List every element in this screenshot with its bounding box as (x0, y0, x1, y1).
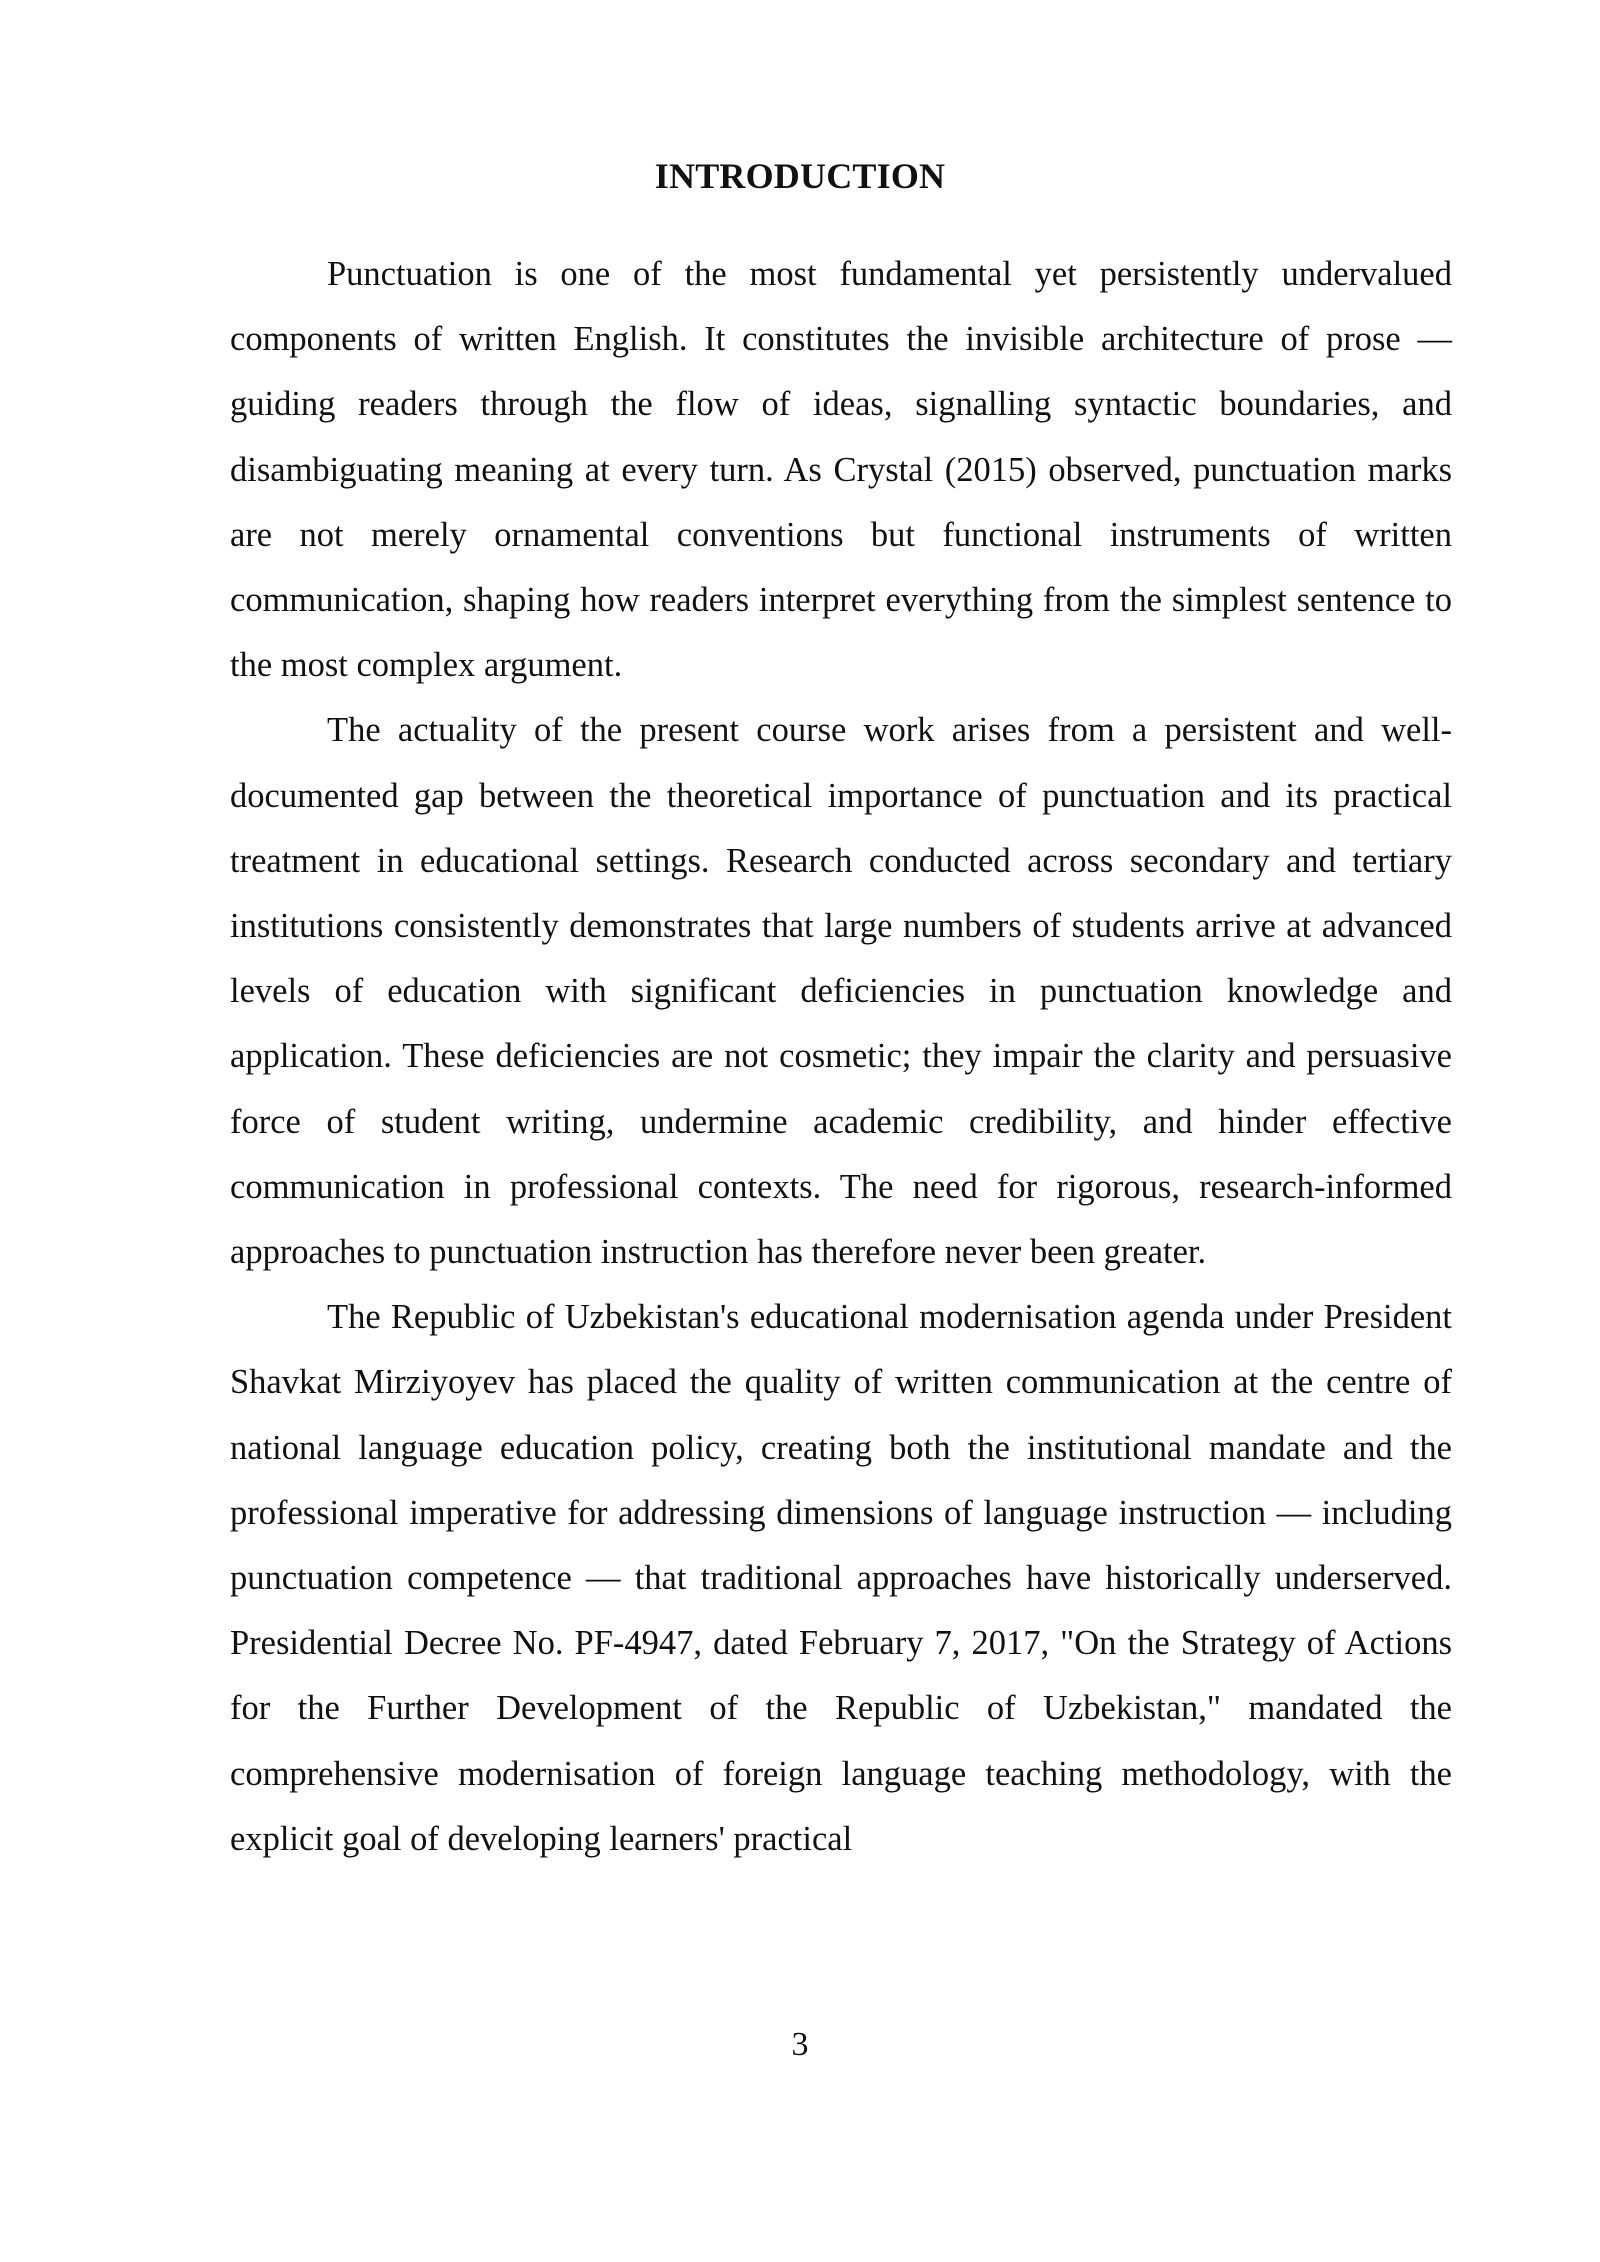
paragraph-punctuation-importance: Punctuation is one of the most fundamental yet persistently undervalued components of written English. It constitutes the invisible architecture of prose — guiding readers through the flow of ideas, signalling syntactic boundaries, and disambiguating meaning at every turn. As Crystal (2015) observed, punctuation marks are not merely ornamental conventions but functional instruments of written communication, shaping how readers interpret everything from the simplest sentence to the most complex argument. (230, 255, 1452, 685)
page-number: 3 (791, 2026, 809, 2063)
paragraph-actuality: The actuality of the present course work arises from a persistent and well-documented gap between the theoretical importance of punctuation and its practical treatment in educational settings. Research conducted across secondary and tertiary institutions consistently demonstrates that large numbers of students arrive at advanced levels of education with significant deficiencies in punctuation knowledge and application. These deficiencies are not cosmetic; they impair the clarity and persuasive force of student writing, undermine academic credibility, and hinder effective communication in professional contexts. The need for rigorous, research-informed approaches to punctuation instruction has therefore never been greater. (230, 711, 1452, 1272)
body-text (230, 242, 1452, 1872)
paragraph-uzbekistan-policy: The Republic of Uzbekistan's educational modernisation agenda under President Shavkat Mirziyoyev has placed the quality of written communication at the centre of national language education policy, creating both the institutional mandate and the professional imperative for addressing dimensions of language instruction — including punctuation competence — that traditional approaches have historically underserved. Presidential Decree No. PF-4947, dated February 7, 2017, "On the Strategy of Actions for the Further Development of the Republic of Uzbekistan," mandated the comprehensive modernisation of foreign language teaching methodology, with the explicit goal of developing learners' practical (230, 1298, 1452, 1858)
section-heading: INTRODUCTION (654, 156, 946, 196)
